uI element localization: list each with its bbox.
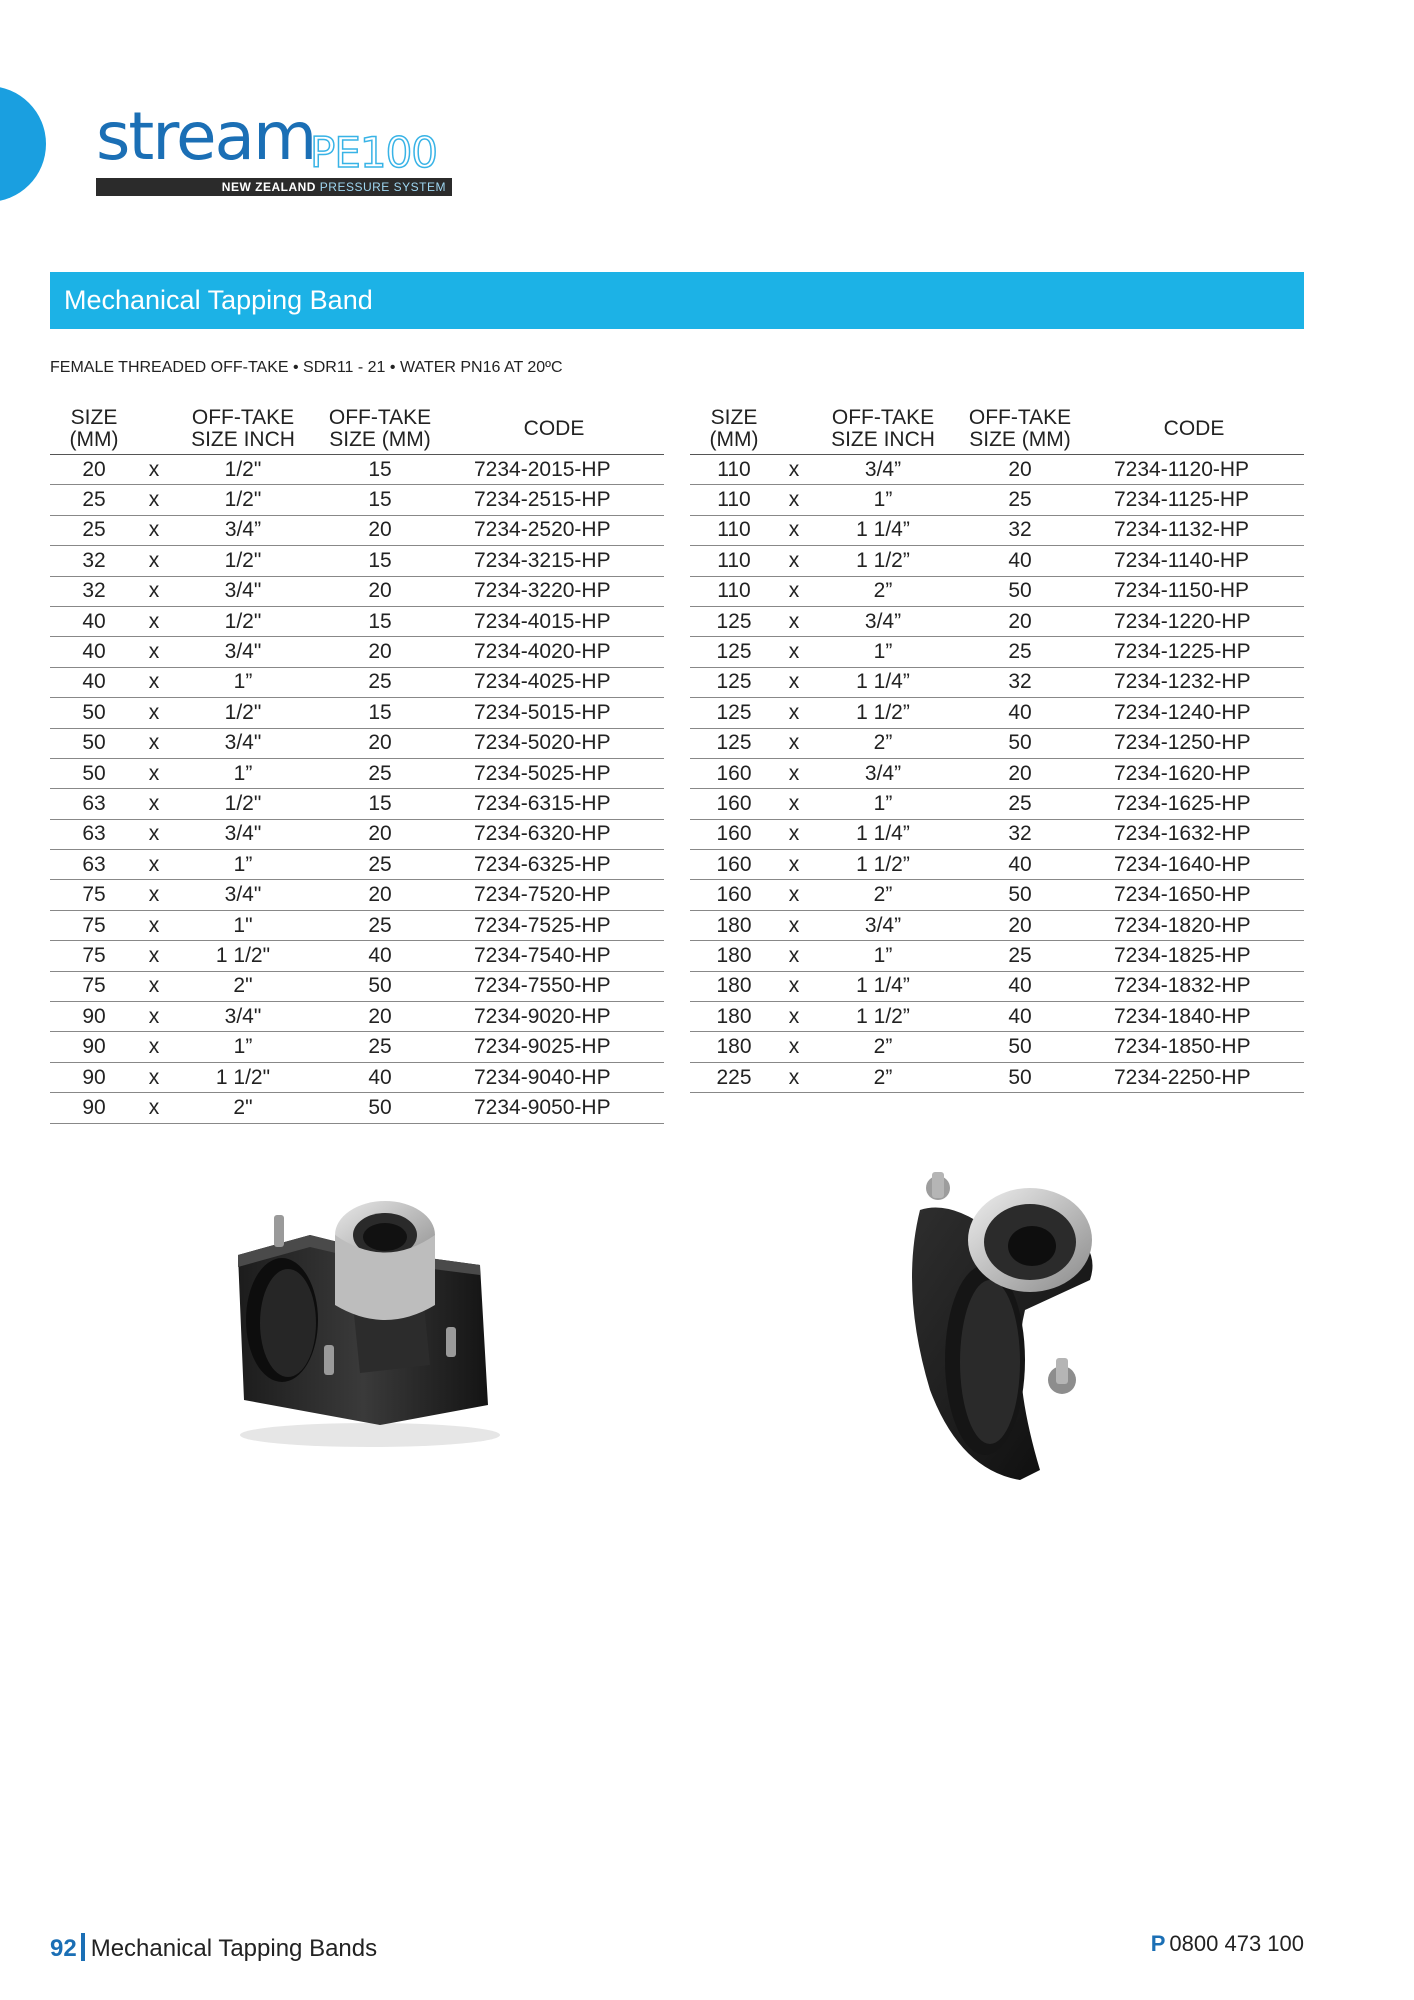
- cell-size: 40: [50, 606, 138, 636]
- table-row: [690, 1032, 1304, 1062]
- cell-x: x: [138, 576, 170, 606]
- cell-offtake-mm: 20: [956, 455, 1084, 485]
- cell-offtake-mm: 50: [956, 576, 1084, 606]
- cell-size: 225: [690, 1062, 778, 1092]
- cell-code: 7234-6320-HP: [444, 819, 664, 849]
- cell-x: x: [138, 485, 170, 515]
- table-row: [690, 789, 1304, 819]
- cell-offtake-mm: 25: [956, 941, 1084, 971]
- cell-code: 7234-6325-HP: [444, 850, 664, 880]
- cell-size: 75: [50, 971, 138, 1001]
- table-row: [690, 941, 1304, 971]
- cell-size: 63: [50, 850, 138, 880]
- table-row: [690, 546, 1304, 576]
- cell-x: x: [778, 1032, 810, 1062]
- cell-offtake-inch: 1 1/4”: [810, 971, 956, 1001]
- cell-offtake-mm: 25: [956, 789, 1084, 819]
- cell-code: 7234-3215-HP: [444, 546, 664, 576]
- cell-offtake-inch: 2": [170, 971, 316, 1001]
- table-row: [690, 850, 1304, 880]
- cell-x: x: [138, 728, 170, 758]
- cell-offtake-mm: 32: [956, 515, 1084, 545]
- product-image-square-band: [220, 1195, 520, 1455]
- cell-offtake-mm: 20: [956, 606, 1084, 636]
- cell-size: 50: [50, 758, 138, 788]
- cell-x: x: [778, 728, 810, 758]
- cell-offtake-mm: 15: [316, 606, 444, 636]
- cell-offtake-inch: 1”: [810, 485, 956, 515]
- cell-size: 40: [50, 637, 138, 667]
- cell-x: x: [138, 941, 170, 971]
- cell-code: 7234-1850-HP: [1084, 1032, 1304, 1062]
- cell-x: x: [778, 637, 810, 667]
- cell-offtake-inch: 1 1/2”: [810, 1002, 956, 1032]
- cell-offtake-mm: 40: [956, 546, 1084, 576]
- cell-size: 180: [690, 971, 778, 1001]
- table-row: [50, 485, 664, 515]
- cell-size: 160: [690, 789, 778, 819]
- cell-x: x: [778, 910, 810, 940]
- cell-x: x: [138, 606, 170, 636]
- cell-offtake-inch: 1 1/2”: [810, 698, 956, 728]
- cell-size: 160: [690, 758, 778, 788]
- cell-code: 7234-2250-HP: [1084, 1062, 1304, 1092]
- cell-offtake-mm: 50: [316, 1093, 444, 1123]
- cell-x: x: [138, 1032, 170, 1062]
- cell-offtake-inch: 1”: [810, 637, 956, 667]
- cell-size: 40: [50, 667, 138, 697]
- page-number: 92: [50, 1935, 77, 1962]
- footer-phone: [1151, 1931, 1304, 1957]
- cell-code: 7234-1250-HP: [1084, 728, 1304, 758]
- cell-size: 110: [690, 485, 778, 515]
- table-row: [690, 698, 1304, 728]
- table-row: [690, 1062, 1304, 1092]
- cell-offtake-mm: 25: [316, 667, 444, 697]
- table-row: [690, 880, 1304, 910]
- product-subtitle: FEMALE THREADED OFF-TAKE • SDR11 - 21 • WATER PN16 AT 20ºC: [50, 359, 563, 376]
- table-row: [50, 910, 664, 940]
- header-x: [138, 404, 170, 455]
- cell-size: 50: [50, 728, 138, 758]
- cell-size: 160: [690, 819, 778, 849]
- cell-code: 7234-7540-HP: [444, 941, 664, 971]
- cell-offtake-mm: 40: [956, 698, 1084, 728]
- cell-x: x: [138, 637, 170, 667]
- cell-x: x: [778, 971, 810, 1001]
- header-label-code: CODE: [523, 417, 585, 440]
- table-row: [50, 546, 664, 576]
- header-offtake-inch: [170, 404, 316, 455]
- cell-offtake-inch: 3/4": [170, 880, 316, 910]
- cell-offtake-mm: 20: [956, 758, 1084, 788]
- cell-size: 125: [690, 728, 778, 758]
- cell-code: 7234-1120-HP: [1084, 455, 1304, 485]
- cell-offtake-mm: 15: [316, 789, 444, 819]
- logo-suffix: PE100: [310, 128, 438, 177]
- cell-x: x: [138, 789, 170, 819]
- cell-offtake-mm: 50: [956, 1032, 1084, 1062]
- cell-x: x: [778, 485, 810, 515]
- cell-offtake-inch: 3/4": [170, 728, 316, 758]
- footer-section-title: Mechanical Tapping Bands: [90, 1935, 378, 1962]
- table-row: [690, 455, 1304, 485]
- table-row: [50, 1062, 664, 1092]
- cell-offtake-mm: 20: [316, 576, 444, 606]
- cell-size: 160: [690, 880, 778, 910]
- phone-number: 0800 473 100: [1169, 1931, 1304, 1956]
- cell-size: 110: [690, 515, 778, 545]
- cell-offtake-mm: 15: [316, 698, 444, 728]
- cell-code: 7234-1132-HP: [1084, 515, 1304, 545]
- cell-x: x: [138, 971, 170, 1001]
- table-row: [690, 819, 1304, 849]
- cell-x: x: [778, 819, 810, 849]
- table-row: [690, 637, 1304, 667]
- table-row: [50, 515, 664, 545]
- cell-x: x: [778, 667, 810, 697]
- cell-code: 7234-1220-HP: [1084, 606, 1304, 636]
- cell-offtake-inch: 3/4": [170, 1002, 316, 1032]
- cell-code: 7234-9025-HP: [444, 1032, 664, 1062]
- table-row: [690, 1002, 1304, 1032]
- cell-offtake-mm: 20: [316, 819, 444, 849]
- cell-code: 7234-1150-HP: [1084, 576, 1304, 606]
- cell-offtake-mm: 25: [316, 758, 444, 788]
- table-row: [50, 667, 664, 697]
- cell-offtake-mm: 25: [316, 910, 444, 940]
- cell-code: 7234-1820-HP: [1084, 910, 1304, 940]
- header-code: [1084, 404, 1304, 455]
- cell-size: 110: [690, 576, 778, 606]
- cell-code: 7234-9050-HP: [444, 1093, 664, 1123]
- table-row: [690, 910, 1304, 940]
- cell-offtake-mm: 15: [316, 455, 444, 485]
- cell-code: 7234-1125-HP: [1084, 485, 1304, 515]
- cell-offtake-mm: 20: [316, 728, 444, 758]
- header-label-inch: OFF-TAKE SIZE INCH: [191, 406, 295, 451]
- cell-size: 32: [50, 576, 138, 606]
- cell-size: 63: [50, 789, 138, 819]
- cell-x: x: [778, 698, 810, 728]
- cell-code: 7234-1225-HP: [1084, 637, 1304, 667]
- cell-offtake-mm: 40: [956, 1002, 1084, 1032]
- cell-size: 75: [50, 880, 138, 910]
- cell-code: 7234-1232-HP: [1084, 667, 1304, 697]
- section-title: Mechanical Tapping Band: [64, 285, 373, 315]
- logo-tagline-rest: PRESSURE SYSTEM: [319, 180, 446, 194]
- cell-x: x: [778, 941, 810, 971]
- cell-offtake-mm: 25: [316, 850, 444, 880]
- cell-x: x: [138, 1062, 170, 1092]
- cell-size: 20: [50, 455, 138, 485]
- cell-code: 7234-9040-HP: [444, 1062, 664, 1092]
- cell-size: 75: [50, 941, 138, 971]
- logo-tagline-bar: [96, 178, 452, 196]
- phone-prefix: P: [1150, 1931, 1166, 1956]
- cell-offtake-inch: 1 1/4”: [810, 515, 956, 545]
- table-row: [50, 819, 664, 849]
- cell-code: 7234-7550-HP: [444, 971, 664, 1001]
- cell-offtake-inch: 3/4”: [810, 910, 956, 940]
- cell-offtake-mm: 50: [956, 728, 1084, 758]
- cell-code: 7234-3220-HP: [444, 576, 664, 606]
- table-row: [690, 728, 1304, 758]
- cell-code: 7234-1140-HP: [1084, 546, 1304, 576]
- table-row: [690, 515, 1304, 545]
- cell-offtake-inch: 2": [170, 1093, 316, 1123]
- cell-offtake-inch: 1”: [810, 789, 956, 819]
- cell-x: x: [778, 515, 810, 545]
- table-row: [50, 606, 664, 636]
- logo-tagline-bold: NEW ZEALAND: [221, 180, 316, 194]
- header-label-inch: OFF-TAKE SIZE INCH: [831, 406, 935, 451]
- cell-offtake-mm: 20: [316, 515, 444, 545]
- cell-x: x: [138, 1002, 170, 1032]
- table-row: [50, 1002, 664, 1032]
- cell-code: 7234-2515-HP: [444, 485, 664, 515]
- cell-x: x: [138, 546, 170, 576]
- cell-size: 90: [50, 1093, 138, 1123]
- product-image-saddle-band: [890, 1170, 1130, 1490]
- cell-offtake-inch: 1”: [170, 1032, 316, 1062]
- cell-code: 7234-7525-HP: [444, 910, 664, 940]
- cell-offtake-inch: 1 1/2": [170, 941, 316, 971]
- cell-x: x: [138, 758, 170, 788]
- header-size: [690, 404, 778, 455]
- cell-code: 7234-7520-HP: [444, 880, 664, 910]
- header-offtake-inch: [810, 404, 956, 455]
- cell-x: x: [138, 698, 170, 728]
- cell-offtake-mm: 50: [316, 971, 444, 1001]
- cell-offtake-mm: 50: [956, 880, 1084, 910]
- cell-offtake-inch: 1”: [170, 758, 316, 788]
- cell-offtake-inch: 1/2": [170, 455, 316, 485]
- cell-x: x: [778, 758, 810, 788]
- cell-offtake-inch: 3/4”: [810, 606, 956, 636]
- header-code: [444, 404, 664, 455]
- table-row: [50, 850, 664, 880]
- cell-offtake-inch: 2”: [810, 1062, 956, 1092]
- cell-x: x: [778, 606, 810, 636]
- header-label-code: CODE: [1163, 417, 1225, 440]
- cell-code: 7234-4025-HP: [444, 667, 664, 697]
- table-row: [690, 971, 1304, 1001]
- cell-code: 7234-9020-HP: [444, 1002, 664, 1032]
- cell-code: 7234-1640-HP: [1084, 850, 1304, 880]
- cell-offtake-mm: 40: [316, 1062, 444, 1092]
- table-row: [50, 698, 664, 728]
- cell-offtake-mm: 32: [956, 667, 1084, 697]
- cell-size: 50: [50, 698, 138, 728]
- cell-size: 32: [50, 546, 138, 576]
- cell-size: 25: [50, 515, 138, 545]
- cell-size: 180: [690, 910, 778, 940]
- header-size: [50, 404, 138, 455]
- header-label-size: SIZE (MM): [709, 406, 759, 451]
- stream-pe100-logo: [96, 98, 456, 200]
- cell-code: 7234-1825-HP: [1084, 941, 1304, 971]
- cell-offtake-inch: 1”: [810, 941, 956, 971]
- cell-offtake-inch: 2”: [810, 880, 956, 910]
- cell-offtake-inch: 3/4”: [810, 758, 956, 788]
- cell-offtake-inch: 1/2": [170, 789, 316, 819]
- cell-x: x: [778, 880, 810, 910]
- cell-offtake-mm: 25: [316, 1032, 444, 1062]
- cell-x: x: [778, 546, 810, 576]
- cell-offtake-inch: 1 1/4”: [810, 667, 956, 697]
- cell-code: 7234-1240-HP: [1084, 698, 1304, 728]
- cell-x: x: [778, 1002, 810, 1032]
- cell-offtake-mm: 25: [956, 485, 1084, 515]
- table-row: [50, 941, 664, 971]
- header-offtake-mm: [956, 404, 1084, 455]
- table-row: [50, 971, 664, 1001]
- cell-x: x: [138, 819, 170, 849]
- cell-x: x: [778, 576, 810, 606]
- cell-x: x: [138, 910, 170, 940]
- cell-size: 110: [690, 546, 778, 576]
- cell-size: 125: [690, 667, 778, 697]
- size-table-right: [690, 404, 1304, 1093]
- cell-offtake-inch: 1/2": [170, 485, 316, 515]
- cell-code: 7234-6315-HP: [444, 789, 664, 819]
- cell-offtake-inch: 2”: [810, 576, 956, 606]
- cell-code: 7234-5025-HP: [444, 758, 664, 788]
- cell-size: 90: [50, 1002, 138, 1032]
- table-row: [50, 758, 664, 788]
- section-banner: [50, 272, 1304, 329]
- cell-offtake-mm: 20: [956, 910, 1084, 940]
- cell-offtake-inch: 1/2": [170, 698, 316, 728]
- cell-offtake-mm: 15: [316, 485, 444, 515]
- cell-size: 75: [50, 910, 138, 940]
- cell-size: 180: [690, 1032, 778, 1062]
- cell-size: 110: [690, 455, 778, 485]
- cell-offtake-inch: 1": [170, 910, 316, 940]
- cell-offtake-mm: 40: [956, 971, 1084, 1001]
- cell-size: 63: [50, 819, 138, 849]
- cell-offtake-inch: 3/4”: [810, 455, 956, 485]
- cell-offtake-mm: 25: [956, 637, 1084, 667]
- cell-size: 160: [690, 850, 778, 880]
- cell-x: x: [778, 850, 810, 880]
- table-row: [690, 576, 1304, 606]
- cell-size: 125: [690, 637, 778, 667]
- cell-code: 7234-2015-HP: [444, 455, 664, 485]
- cell-offtake-inch: 3/4": [170, 637, 316, 667]
- cell-size: 90: [50, 1032, 138, 1062]
- cell-x: x: [138, 667, 170, 697]
- cell-size: 125: [690, 606, 778, 636]
- cell-offtake-inch: 1 1/2”: [810, 850, 956, 880]
- cell-offtake-mm: 15: [316, 546, 444, 576]
- cell-offtake-inch: 3/4": [170, 819, 316, 849]
- cell-size: 180: [690, 1002, 778, 1032]
- table-row: [690, 667, 1304, 697]
- table-row: [690, 606, 1304, 636]
- cell-code: 7234-4015-HP: [444, 606, 664, 636]
- logo-word: stream: [96, 98, 316, 175]
- cell-code: 7234-1832-HP: [1084, 971, 1304, 1001]
- table-row: [690, 758, 1304, 788]
- cell-code: 7234-5020-HP: [444, 728, 664, 758]
- cell-offtake-inch: 1/2": [170, 606, 316, 636]
- footer-separator: [81, 1933, 85, 1961]
- cell-x: x: [778, 789, 810, 819]
- cell-size: 180: [690, 941, 778, 971]
- table-row: [50, 1032, 664, 1062]
- cell-offtake-inch: 2”: [810, 1032, 956, 1062]
- cell-size: 90: [50, 1062, 138, 1092]
- cell-x: x: [138, 880, 170, 910]
- table-row: [50, 789, 664, 819]
- table-row: [50, 880, 664, 910]
- cell-code: 7234-1840-HP: [1084, 1002, 1304, 1032]
- cell-offtake-mm: 40: [316, 941, 444, 971]
- cell-offtake-inch: 2”: [810, 728, 956, 758]
- footer-page-label: [50, 1933, 377, 1963]
- table-row: [50, 637, 664, 667]
- cell-offtake-mm: 40: [956, 850, 1084, 880]
- cell-offtake-mm: 20: [316, 880, 444, 910]
- cell-code: 7234-1620-HP: [1084, 758, 1304, 788]
- table-row: [50, 728, 664, 758]
- table-row: [50, 455, 664, 485]
- cell-x: x: [778, 455, 810, 485]
- cell-size: 125: [690, 698, 778, 728]
- cell-x: x: [778, 1062, 810, 1092]
- cell-code: 7234-2520-HP: [444, 515, 664, 545]
- cell-code: 7234-4020-HP: [444, 637, 664, 667]
- cell-code: 7234-5015-HP: [444, 698, 664, 728]
- cell-code: 7234-1625-HP: [1084, 789, 1304, 819]
- cell-offtake-inch: 3/4": [170, 576, 316, 606]
- cell-offtake-inch: 1 1/2”: [810, 546, 956, 576]
- cell-offtake-mm: 20: [316, 1002, 444, 1032]
- header-label-size: SIZE (MM): [69, 406, 119, 451]
- header-x: [778, 404, 810, 455]
- cell-code: 7234-1632-HP: [1084, 819, 1304, 849]
- cell-x: x: [138, 850, 170, 880]
- cell-offtake-inch: 1 1/4”: [810, 819, 956, 849]
- cell-x: x: [138, 515, 170, 545]
- size-table-left: [50, 404, 664, 1124]
- cell-size: 25: [50, 485, 138, 515]
- table-row: [690, 485, 1304, 515]
- cell-offtake-inch: 1/2": [170, 546, 316, 576]
- cell-offtake-inch: 1”: [170, 667, 316, 697]
- cell-offtake-mm: 20: [316, 637, 444, 667]
- header-label-mm: OFF-TAKE SIZE (MM): [968, 406, 1072, 451]
- cell-offtake-inch: 1”: [170, 850, 316, 880]
- cell-offtake-mm: 50: [956, 1062, 1084, 1092]
- cell-offtake-mm: 32: [956, 819, 1084, 849]
- header-label-mm: OFF-TAKE SIZE (MM): [328, 406, 432, 451]
- cell-offtake-inch: 3/4”: [170, 515, 316, 545]
- cell-x: x: [138, 455, 170, 485]
- table-row: [50, 576, 664, 606]
- cell-code: 7234-1650-HP: [1084, 880, 1304, 910]
- cell-offtake-inch: 1 1/2": [170, 1062, 316, 1092]
- header-offtake-mm: [316, 404, 444, 455]
- cell-x: x: [138, 1093, 170, 1123]
- table-row: [50, 1093, 664, 1123]
- corner-circle-decoration: [0, 86, 46, 202]
